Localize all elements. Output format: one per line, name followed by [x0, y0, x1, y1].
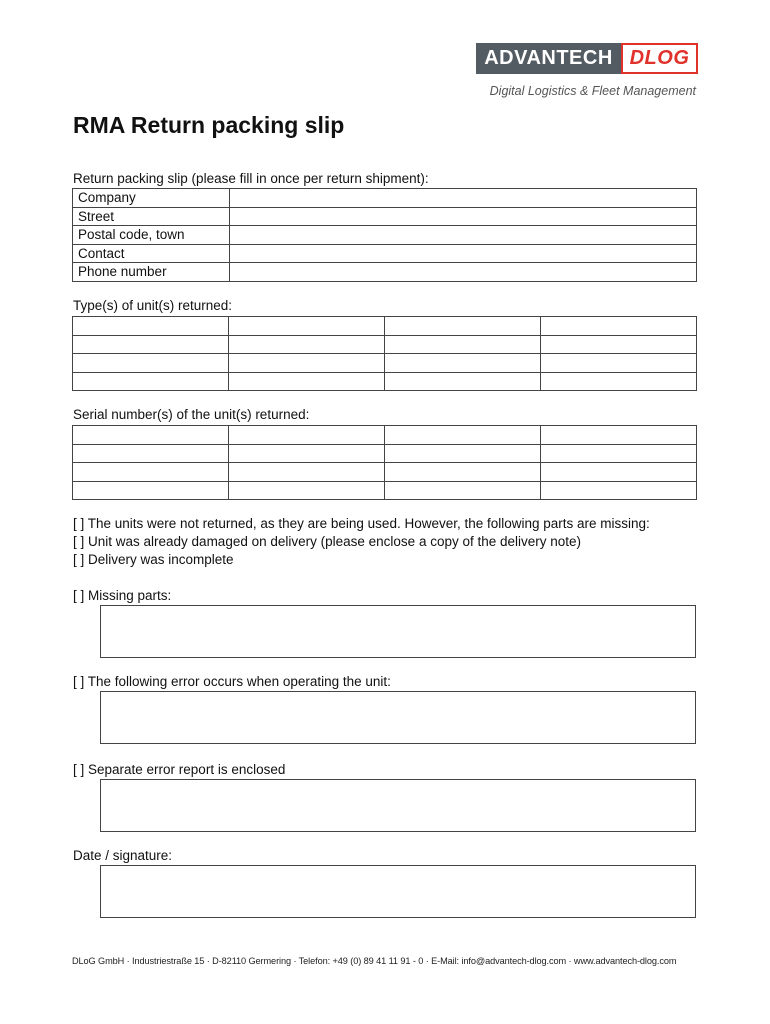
missing-parts-box[interactable] — [100, 605, 696, 658]
table-cell[interactable] — [385, 426, 541, 445]
table-cell[interactable] — [229, 481, 385, 500]
table-cell[interactable] — [229, 426, 385, 445]
table-cell[interactable] — [73, 444, 229, 463]
field-label: Postal code, town — [73, 226, 230, 245]
field-label: Street — [73, 207, 230, 226]
table-cell[interactable] — [385, 317, 541, 336]
table-cell[interactable] — [73, 372, 229, 391]
checkbox-units-in-use[interactable]: [ ] The units were not returned, as they are being used. However, the following parts are missing: — [73, 516, 650, 531]
table-cell[interactable] — [541, 317, 697, 336]
serial-numbers-heading: Serial number(s) of the unit(s) returned: — [73, 407, 310, 422]
page-title: RMA Return packing slip — [73, 112, 345, 138]
logo-dlog: DLOG — [621, 43, 698, 74]
table-row — [73, 481, 697, 500]
table-cell[interactable] — [541, 481, 697, 500]
table-cell[interactable] — [385, 444, 541, 463]
unit-types-table — [72, 316, 697, 391]
company-input[interactable] — [230, 189, 697, 208]
table-cell[interactable] — [385, 372, 541, 391]
table-cell[interactable] — [541, 372, 697, 391]
street-input[interactable] — [230, 207, 697, 226]
table-row — [73, 263, 697, 282]
field-label: Company — [73, 189, 230, 208]
checkbox-delivery-incomplete[interactable]: [ ] Delivery was incomplete — [73, 552, 234, 567]
table-row — [73, 463, 697, 482]
table-cell[interactable] — [229, 463, 385, 482]
checkbox-damaged-on-delivery[interactable]: [ ] Unit was already damaged on delivery (please enclose a copy of the delivery note) — [73, 534, 582, 549]
table-cell[interactable] — [73, 335, 229, 354]
table-cell[interactable] — [385, 335, 541, 354]
table-row — [73, 444, 697, 463]
signature-box[interactable] — [100, 865, 696, 918]
table-row — [73, 207, 697, 226]
table-cell[interactable] — [229, 317, 385, 336]
table-cell[interactable] — [229, 372, 385, 391]
table-cell[interactable] — [385, 354, 541, 373]
table-row — [73, 426, 697, 445]
table-cell[interactable] — [541, 463, 697, 482]
company-logo — [476, 43, 698, 74]
table-row — [73, 335, 697, 354]
table-cell[interactable] — [73, 426, 229, 445]
address-heading: Return packing slip (please fill in once per return shipment): — [73, 171, 429, 186]
table-cell[interactable] — [541, 335, 697, 354]
table-cell[interactable] — [229, 354, 385, 373]
checkbox-operating-error[interactable]: [ ] The following error occurs when operating the unit: — [73, 674, 391, 689]
field-label: Phone number — [73, 263, 230, 282]
table-row — [73, 317, 697, 336]
table-cell[interactable] — [385, 463, 541, 482]
checkbox-error-report[interactable]: [ ] Separate error report is enclosed — [73, 762, 286, 777]
signature-label: Date / signature: — [73, 848, 173, 863]
table-cell[interactable] — [73, 463, 229, 482]
table-cell[interactable] — [541, 444, 697, 463]
checkbox-missing-parts[interactable]: [ ] Missing parts: — [73, 588, 172, 603]
table-cell[interactable] — [73, 317, 229, 336]
operating-error-box[interactable] — [100, 691, 696, 744]
tagline: Digital Logistics & Fleet Management — [489, 84, 696, 98]
table-row — [73, 226, 697, 245]
address-table — [72, 188, 697, 282]
table-cell[interactable] — [541, 426, 697, 445]
table-cell[interactable] — [73, 354, 229, 373]
table-row — [73, 189, 697, 208]
table-row — [73, 372, 697, 391]
table-row — [73, 354, 697, 373]
table-cell[interactable] — [385, 481, 541, 500]
table-cell[interactable] — [229, 335, 385, 354]
logo-advantech: ADVANTECH — [476, 43, 621, 74]
contact-input[interactable] — [230, 244, 697, 263]
table-cell[interactable] — [541, 354, 697, 373]
table-cell[interactable] — [229, 444, 385, 463]
field-label: Contact — [73, 244, 230, 263]
table-row — [73, 244, 697, 263]
postal-code-input[interactable] — [230, 226, 697, 245]
serial-numbers-table — [72, 425, 697, 500]
table-cell[interactable] — [73, 481, 229, 500]
error-report-box[interactable] — [100, 779, 696, 832]
footer-contact: DLoG GmbH · Industriestraße 15 · D-82110 Germering · Telefon: +49 (0) 89 41 11 91 - 0 · E-Mail: info@advantech-dlog.com · www.advantech-dlog.com — [72, 956, 677, 966]
phone-input[interactable] — [230, 263, 697, 282]
unit-types-heading: Type(s) of unit(s) returned: — [73, 298, 233, 313]
